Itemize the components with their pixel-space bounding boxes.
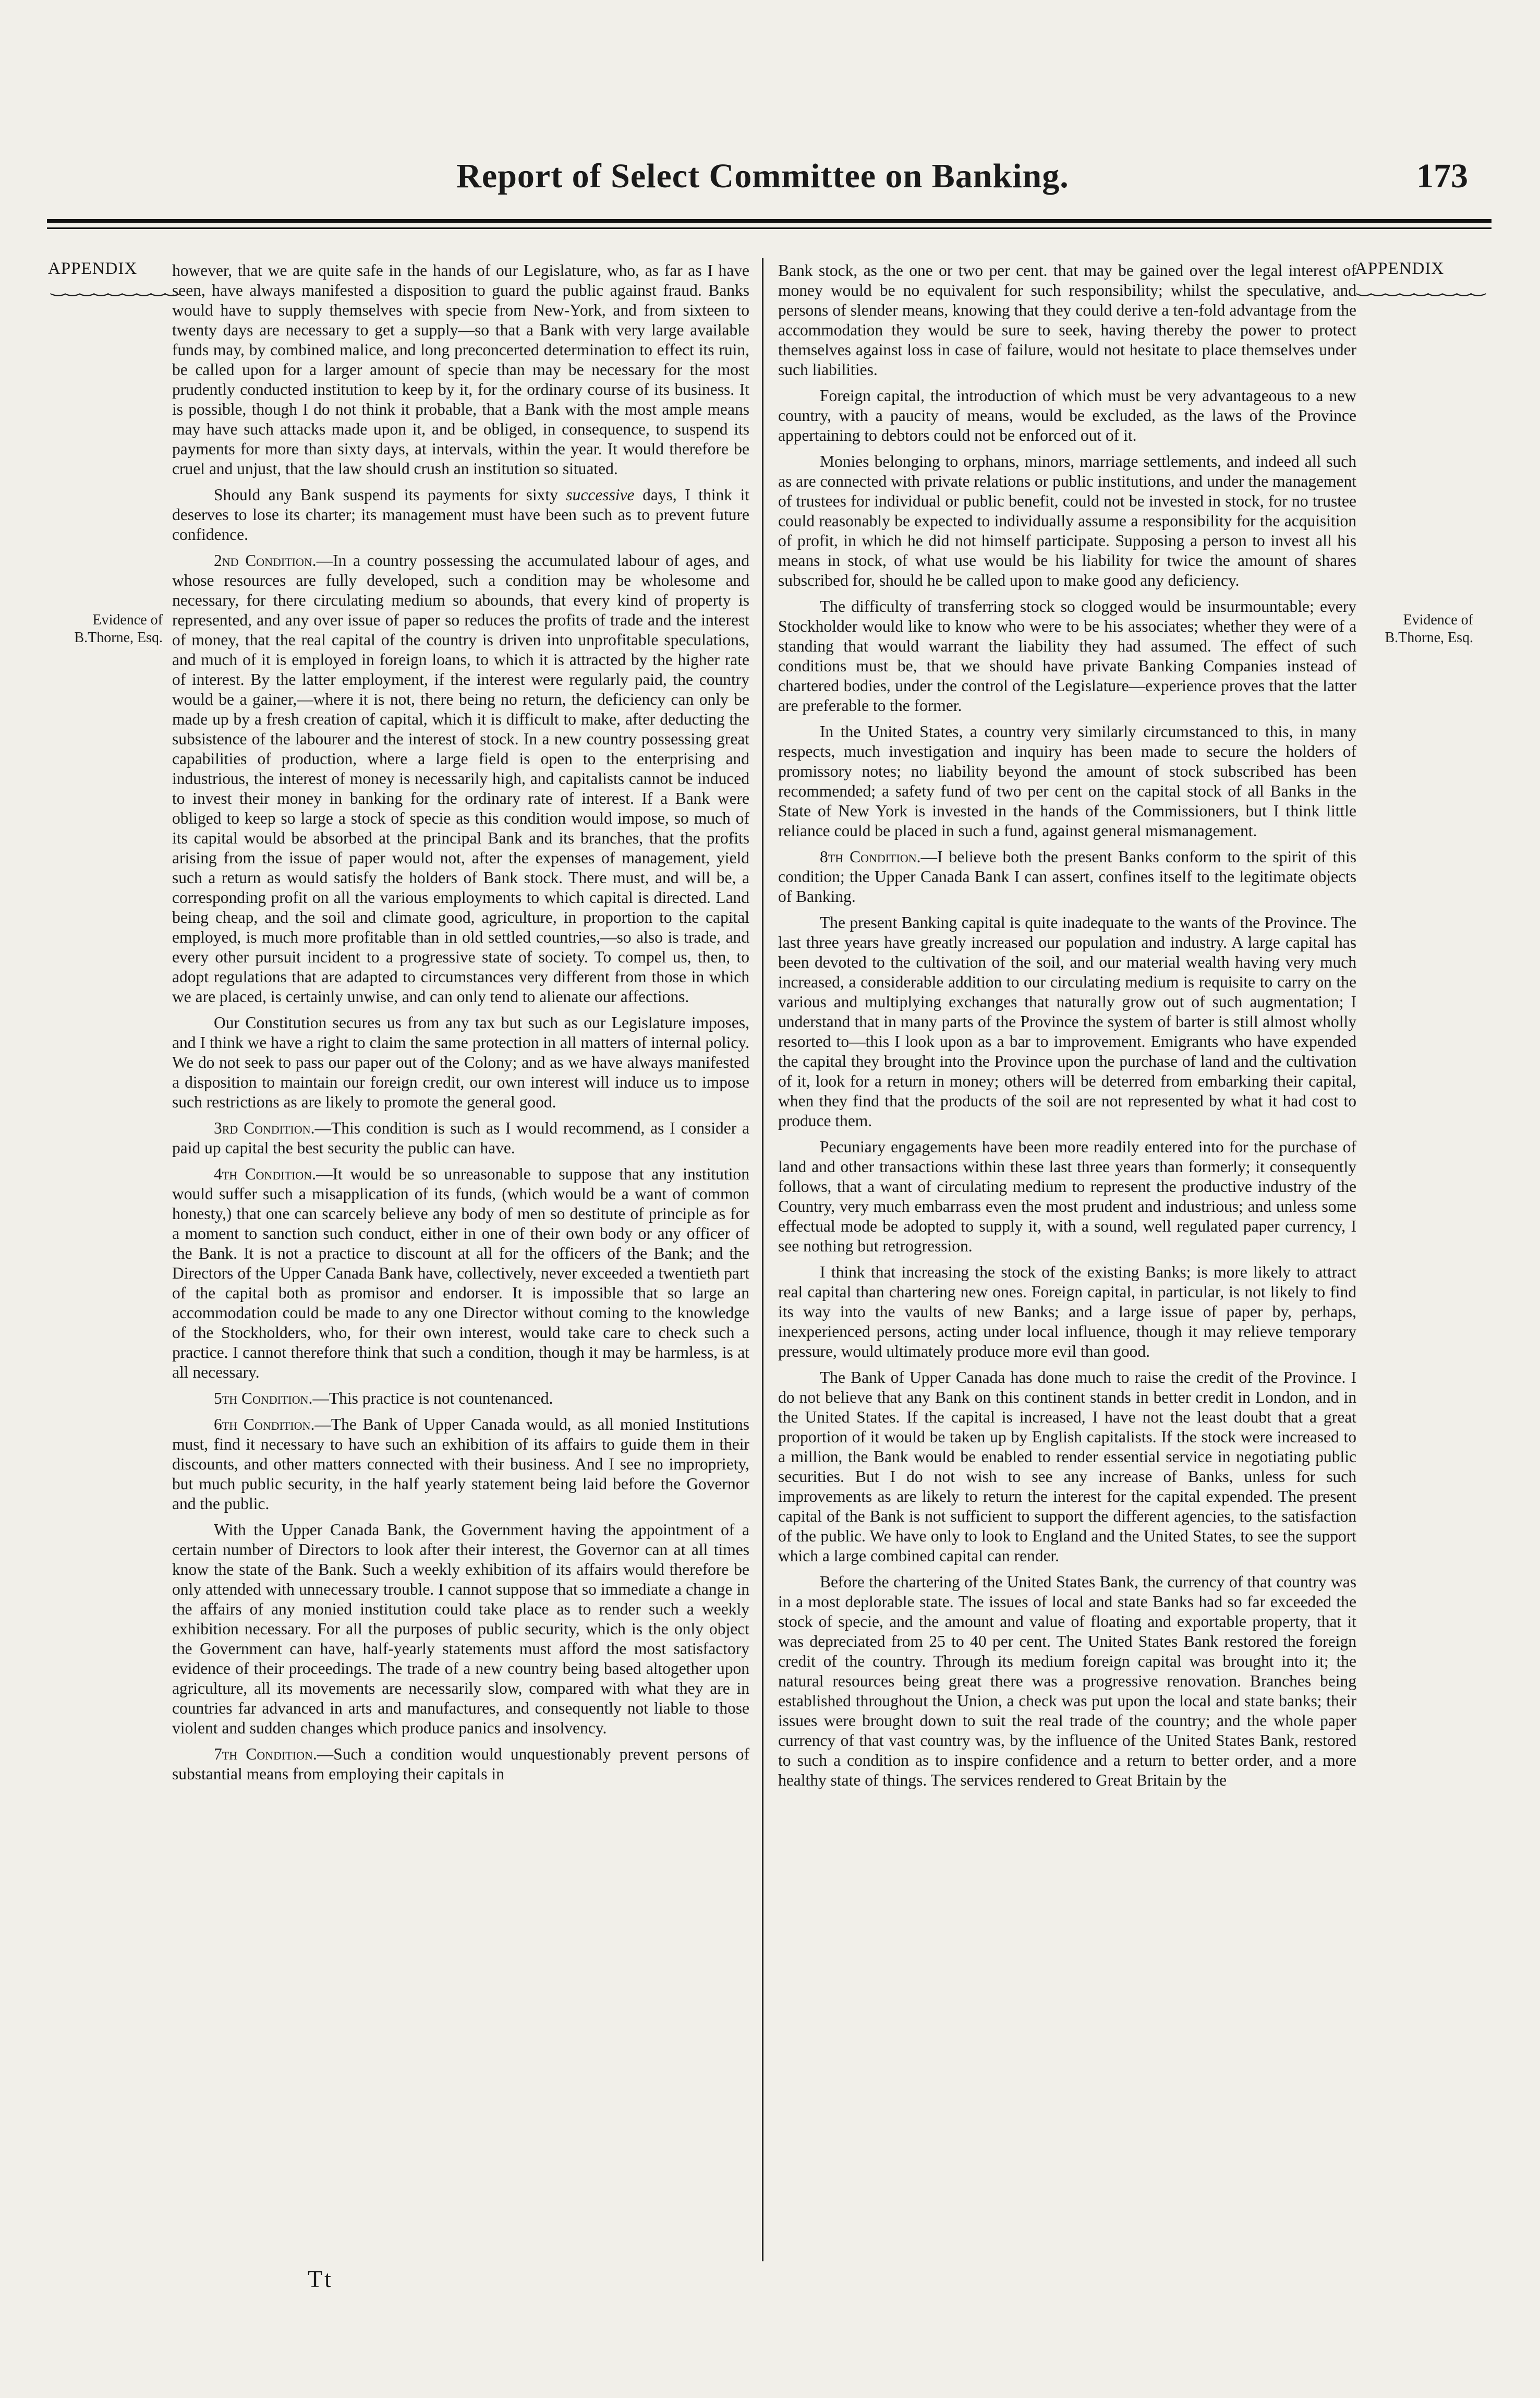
left-paragraph-2 xyxy=(172,485,749,545)
header-rule-thin xyxy=(47,227,1492,229)
condition-7-text: —Such a condition would unquestionably prevent persons of substantial means from employing their capitals in xyxy=(172,1745,749,1783)
condition-8 xyxy=(778,847,1356,907)
condition-8-text: —I believe both the present Banks conform to the spirit of this condition; the Upper Canada Bank I can assert, confines itself to the legitimate objects of Banking. xyxy=(778,848,1356,906)
evidence-note-right-line2: B.Thorne, Esq. xyxy=(1385,630,1473,646)
left-paragraph-2-text-a: Should any Bank suspend its payments for sixty xyxy=(214,486,566,504)
condition-5-label: 5th Condition. xyxy=(214,1389,313,1407)
condition-7 xyxy=(172,1744,749,1784)
condition-4-label: 4th Condition. xyxy=(214,1165,317,1183)
page-header xyxy=(47,151,1478,209)
left-paragraph-2-emphasis: successive xyxy=(566,486,635,504)
header-rule-thick xyxy=(47,219,1492,223)
appendix-brace-right: ‿‿‿‿‿‿‿‿‿ xyxy=(1357,277,1485,296)
page-title: Report of Select Committee on Banking. xyxy=(456,157,1069,195)
condition-3-text: —This condition is such as I would recommend, as I consider a paid up capital the best security the public can have. xyxy=(172,1119,749,1157)
column-divider xyxy=(762,258,763,2261)
appendix-label-left: APPENDIX xyxy=(48,259,138,278)
left-paragraph-1: however, that we are quite safe in the hands of our Legislature, who, as far as I have seen, have always manifested a disposition to guard the public against fraud. Banks would have to supply themselves with specie from New-York, and from sixteen to twenty days are necessary to get a supply—so that a Bank with very large available funds may, by combined malice, and long preconcerted determination to effect its ruin, be called upon for a larger amount of specie than may be necessary for the most prudently conducted institution to keep by it, for the ordinary course of its business. It is possible, though I do not think it probable, that a Bank with the most ample means may have such attacks made upon it, and be obliged, in consequence, to suspend its payments for more than sixty days, at intervals, within the year. It would therefore be cruel and unjust, that the law should crush an institution so situated. xyxy=(172,261,749,478)
right-paragraph-7: Pecuniary engagements have been more readily entered into for the purchase of land and other transactions within these last three years than formerly; it consequently follows, that a want of circulating medium to represent the productive industry of the Country, very much embarrass even the most prudent and industrious; and unless some effectual mode be adopted to supply it, with a sound, well regulated paper currency, I see nothing but retrogression. xyxy=(778,1138,1356,1255)
right-paragraph-1: Bank stock, as the one or two per cent. that may be gained over the legal interest of money would be no equivalent for such responsibility; whilst the speculative, and persons of slender means, knowing that they could derive a ten-fold advantage from the accommodation they would be sure to seek, having thereby the power to protect themselves against loss in case of failure, would not hesitate to place themselves under such liabilities. xyxy=(778,261,1356,379)
right-paragraph-5: In the United States, a country very similarly circumstanced to this, in many respects, much investigation and inquiry has been made to secure the holders of promissory notes; no liability beyond the amount of stock subscribed has been recommended; a safety fund of two per cent on the capital stock of all Banks in the State of New York is invested in the hands of the Commissioners, but I think little reliance could be placed in such a fund, against general mismanagement. xyxy=(778,722,1356,840)
condition-2-text: —In a country possessing the accumulated labour of ages, and whose resources are fully developed, such a condition may be wholesome and necessary, for there circulating medium so abounds, that every kind of property is represented, and any over issue of paper so reduces the profits of trade and the interest of money, that the real capital of the country is driven into unprofitable speculations, and much of it is employed in foreign loans, to which it is attracted by the higher rate of interest. By the latter employment, if the interest were regularly paid, the country would be a gainer,—where it is not, there being no return, the deficiency can only be made up by a fresh creation of capital, which it is difficult to make, after deducting the subsistence of the labourer and the interest of stock. In a new country possessing great capabilities of production, where a large field is open to the enterprising and industrious, the interest of money is necessarily high, and capitalists cannot be induced to invest their money in banking for the ordinary rate of interest. If a Bank were obliged to keep so large a stock of specie as this condition would impose, so much of its capital would be absorbed at the principal Bank and its branches, that the profits arising from the issue of paper would not, after the expenses of management, yield such a return as would satisfy the holders of Bank stock. There must, and will be, a corresponding profit on all the various employments to which capital is directed. Land being cheap, and the soil and climate good, agriculture, in proportion to the capital employed, is much more profitable than in old settled countries,—so also is trade, and every other pursuit incident to a progressive state of society. To compel us, then, to adopt regulations that are adapted to circumstances very different from those in which we are placed, is certainly unwise, and can only tend to alienate our affections. xyxy=(172,551,749,1006)
left-paragraph-3: Our Constitution secures us from any tax but such as our Legislature imposes, and I think we have a right to claim the same protection in all matters of internal policy. We do not seek to pass our paper out of the Colony; and as we have always manifested a disposition to maintain our foreign credit, our own interest will induce us to impose such restrictions as are likely to promote the general good. xyxy=(172,1014,749,1111)
left-column xyxy=(172,261,749,2259)
condition-6-text: —The Bank of Upper Canada would, as all monied Institutions must, find it necessary to have such an exhibition of its affairs to guide them in their discounts, and other matters connected with their business. And I see no impropriety, but much public security, in the half yearly statement being laid before the Governor and the public. xyxy=(172,1415,749,1513)
condition-2 xyxy=(172,551,749,1007)
evidence-note-left-line2: B.Thorne, Esq. xyxy=(74,630,163,646)
right-column xyxy=(778,261,1356,2259)
right-paragraph-3: Monies belonging to orphans, minors, marriage settlements, and indeed all such as are connected with private relations or public institutions, and under the management of trustees for individual or public benefit, could not be invested in stock, for no trustee could reasonably be expected to individually assume a responsibility for the acquisition of profit, in which he did not himself participate. Supposing a person to invest all his means in stock, of what use would be his liability for twice the amount of shares subscribed for, should he be called upon to make good any deficiency. xyxy=(778,452,1356,589)
right-paragraph-10: Before the chartering of the United States Bank, the currency of that country was in a most deplorable state. The issues of local and state Banks had so far exceeded the stock of specie, and the amount and value of floating and exportable property, that it was depreciated from 25 to 40 per cent. The United States Bank restored the foreign credit of the country. Through its medium foreign capital was brought into it; the natural resources being great there was a progressive renovation. Branches being established throughout the Union, a check was put upon the local and state banks; their issues were brought down to suit the real trade of the country; and the whole paper currency of that vast country was, by the influence of the United States Bank, restored to such a condition as to inspire confidence and a return to better order, and a more healthy state of things. The services rendered to Great Britain by the xyxy=(778,1573,1356,1789)
condition-8-label: 8th Condition. xyxy=(820,848,921,866)
appendix-label-right: APPENDIX xyxy=(1355,259,1445,278)
condition-5 xyxy=(172,1389,749,1408)
printer-signature-mark: Tt xyxy=(308,2266,333,2292)
appendix-brace-left: ‿‿‿‿‿‿‿‿‿ xyxy=(51,277,179,296)
right-paragraph-2: Foreign capital, the introduction of which must be very advantageous to a new country, with a paucity of means, would be excluded, as the laws of the Province appertaining to debtors could not be enforced out of it. xyxy=(778,387,1356,444)
right-paragraph-9: The Bank of Upper Canada has done much to raise the credit of the Province. I do not believe that any Bank on this continent stands in better credit in London, and in the United States. If the capital is increased, I have not the least doubt that a great proportion of it would be taken up by English capitalists. If the stock were increased to a million, the Bank would be enabled to render essential service in negotiating public securities. But I do not wish to see any increase of Banks, unless for such improvements as are likely to return the interest for the capital expended. The present capital of the Bank is not sufficient to support the different agencies, to the satisfaction of the public. We have only to look to England and the United States, to see the support which a large combined capital can render. xyxy=(778,1368,1356,1565)
page-number: 173 xyxy=(1416,157,1468,195)
right-paragraph-6: The present Banking capital is quite inadequate to the wants of the Province. The last three years have greatly increased our population and industry. A large capital has been devoted to the cultivation of the soil, and our material wealth having very much increased, a considerable addition to our circulating medium is requisite to carry on the various and multiplying exchanges that naturally grow out of such augmentation; I understand that in many parts of the Province the system of barter is still almost wholly resorted to—this I look upon as a bar to improvement. Emigrants who have expended the capital they brought into the Province upon the purchase of land and the cultivation of it, look for a return in money; others will be deterred from embarking their capital, when they find that the products of the soil are not represented by what it had cost to produce them. xyxy=(778,913,1356,1130)
condition-2-label: 2nd Condition. xyxy=(214,551,317,570)
evidence-note-left-line1: Evidence of xyxy=(92,612,163,628)
condition-3 xyxy=(172,1118,749,1158)
right-paragraph-8: I think that increasing the stock of the existing Banks; is more likely to attract real capital than chartering new ones. Foreign capital, in particular, is not likely to find its way into the vaults of new Banks; and a large issue of paper by, perhaps, inexperienced persons, acting under local influence, though it may relieve temporary pressure, would ultimately produce more evil than good. xyxy=(778,1263,1356,1360)
evidence-note-right xyxy=(1356,611,1473,647)
condition-6-label: 6th Condition. xyxy=(214,1415,315,1433)
left-paragraph-2-text-b: days, I think it deserves to lose its charter; its management must have been such as to prevent future confidence. xyxy=(172,486,749,544)
evidence-note-left xyxy=(47,611,163,647)
condition-7-label: 7th Condition. xyxy=(214,1745,317,1763)
condition-5-text: —This practice is not countenanced. xyxy=(312,1389,553,1407)
condition-4 xyxy=(172,1164,749,1382)
evidence-note-right-line1: Evidence of xyxy=(1403,612,1473,628)
condition-3-label: 3rd Condition. xyxy=(214,1119,315,1137)
condition-6 xyxy=(172,1415,749,1514)
right-paragraph-4: The difficulty of transferring stock so clogged would be insurmountable; every Stockholder would like to know who were to be his associates; whether they were of a standing that would warrant the liability they had assumed. The effect of such conditions must be, that we should have private Banking Companies instead of chartered bodies, under the control of the Legislature—experience proves that the latter are preferable to the former. xyxy=(778,597,1356,715)
condition-4-text: —It would be so unreasonable to suppose that any institution would suffer such a misapplication of its funds, (which would be a want of common honesty,) that one can scarcely believe any body of men so destitute of principle as for a moment to sanction such conduct, either in one of their own body or any officer of the Bank. It is not a practice to discount at all for the officers of the Bank; and the Directors of the Upper Canada Bank have, collectively, never exceeded a twentieth part of the capital both as promisor and endorser. It is impossible that so large an accommodation could be made to any one Director without coming to the knowledge of the Stockholders, who, for their own interest, would take care to check such a practice. I cannot therefore think that such a condition, though it may be harmless, is at all necessary. xyxy=(172,1165,749,1381)
left-paragraph-4: With the Upper Canada Bank, the Government having the appointment of a certain number of Directors to look after their interest, the Governor can at all times know the state of the Bank. Such a weekly exhibition of its affairs would therefore be only attended with unnecessary trouble. I cannot suppose that so immediate a change in the affairs of any monied institution could take place as to render such a weekly exhibition necessary. For all the purposes of public security, which is the only object the Government can have, half-yearly statements must afford the most satisfactory evidence of their proceedings. The trade of a new country being based altogether upon agriculture, all its movements are necessarily slow, compared with what they are in countries far advanced in arts and manufactures, and consequently not liable to those violent and sudden changes which produce panics and insolvency. xyxy=(172,1521,749,1737)
